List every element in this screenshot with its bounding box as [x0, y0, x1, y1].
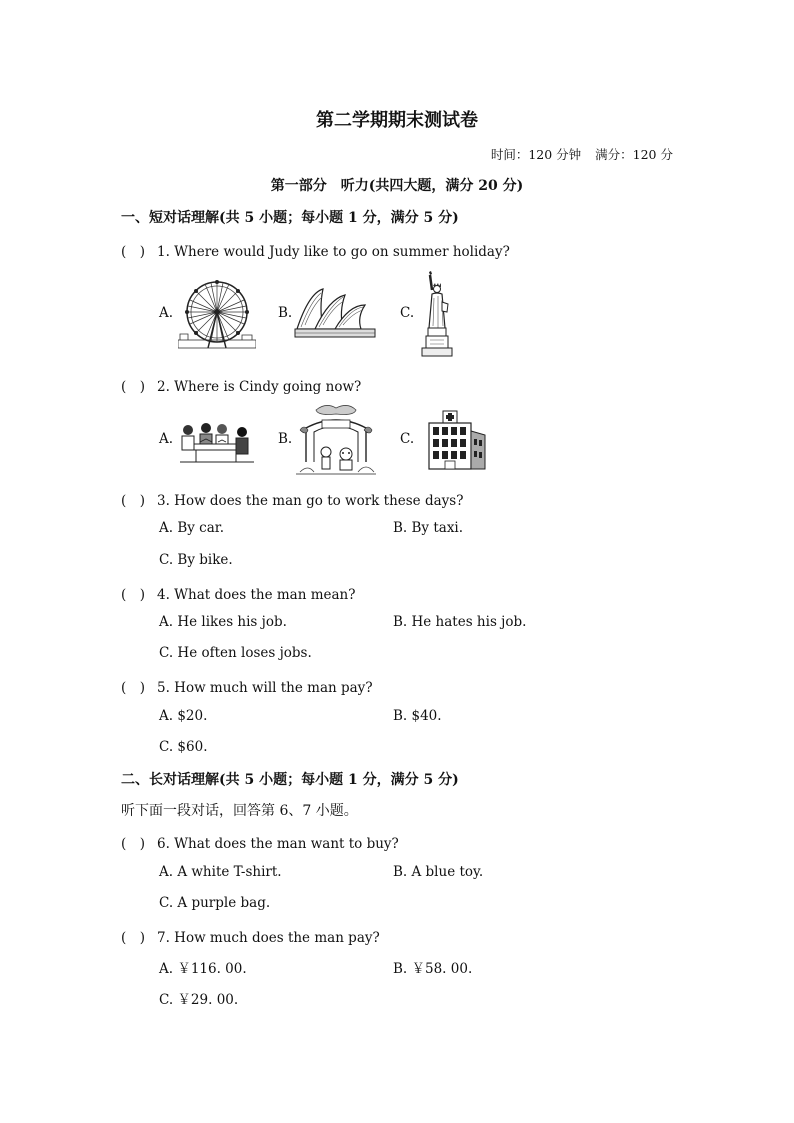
part-heading: 第一部分 听力(共四大题，满分 20 分): [270, 178, 524, 194]
option-label: B.: [278, 305, 293, 321]
question-5: [121, 676, 373, 696]
answer-blank[interactable]: ( ): [121, 244, 146, 260]
question-stem: 2. Where is Cindy going now?: [157, 379, 362, 395]
question-1: [121, 240, 510, 260]
option-c[interactable]: C. ￥29. 00.: [159, 992, 239, 1008]
statue-of-liberty-image: [418, 270, 458, 358]
question-stem: 1. Where would Judy like to go on summer holiday?: [157, 244, 510, 260]
option-label: C.: [400, 431, 415, 447]
option-label: C.: [400, 305, 415, 321]
answer-blank[interactable]: ( ): [121, 587, 146, 603]
option-b[interactable]: B. ￥58. 00.: [393, 961, 473, 977]
option-a[interactable]: A. A white T-shirt.: [159, 864, 282, 880]
section-heading-1: 一、短对话理解(共 5 小题；每小题 1 分，满分 5 分): [121, 210, 459, 226]
section-heading-2: 二、长对话理解(共 5 小题；每小题 1 分，满分 5 分): [121, 772, 459, 788]
option-label: B.: [278, 431, 293, 447]
option-b[interactable]: B. He hates his job.: [393, 614, 527, 630]
answer-blank[interactable]: ( ): [121, 930, 146, 946]
full-score: 满分：120 分: [595, 147, 673, 162]
exam-meta: [491, 145, 673, 163]
question-stem: 7. How much does the man pay?: [157, 930, 380, 946]
answer-blank[interactable]: ( ): [121, 836, 146, 852]
option-c[interactable]: C. By bike.: [159, 552, 233, 568]
question-6: [121, 832, 399, 852]
option-b[interactable]: B. A blue toy.: [393, 864, 484, 880]
option-a[interactable]: A. By car.: [159, 520, 225, 536]
question-2: [121, 375, 361, 395]
option-a[interactable]: A. ￥116. 00.: [159, 961, 247, 977]
option-label: A.: [159, 305, 174, 321]
zoo-gate-image: [296, 402, 376, 476]
question-stem: 4. What does the man mean?: [157, 587, 356, 603]
opera-house-image: [293, 287, 377, 339]
answer-blank[interactable]: ( ): [121, 680, 146, 696]
option-b[interactable]: B. $40.: [393, 708, 442, 724]
page-title: 第二学期期末测试卷: [316, 110, 478, 131]
question-7: [121, 926, 380, 946]
question-3: [121, 489, 463, 509]
option-a[interactable]: A. $20.: [159, 708, 208, 724]
time-limit: 时间：120 分钟: [490, 147, 582, 162]
option-a[interactable]: A. He likes his job.: [159, 614, 287, 630]
section-instruction: 听下面一段对话，回答第 6、7 小题。: [121, 803, 358, 819]
question-stem: 5. How much will the man pay?: [157, 680, 373, 696]
answer-blank[interactable]: ( ): [121, 493, 146, 509]
option-c[interactable]: C. $60.: [159, 739, 208, 755]
classroom-students-image: [178, 420, 256, 464]
question-stem: 6. What does the man want to buy?: [157, 836, 399, 852]
ferris-wheel-image: [178, 278, 256, 352]
question-stem: 3. How does the man go to work these days?: [157, 493, 464, 509]
question-4: [121, 583, 356, 603]
option-c[interactable]: C. He often loses jobs.: [159, 645, 312, 661]
option-label: A.: [159, 431, 174, 447]
answer-blank[interactable]: ( ): [121, 379, 146, 395]
option-b[interactable]: B. By taxi.: [393, 520, 464, 536]
option-c[interactable]: C. A purple bag.: [159, 895, 271, 911]
hospital-building-image: [425, 409, 489, 471]
